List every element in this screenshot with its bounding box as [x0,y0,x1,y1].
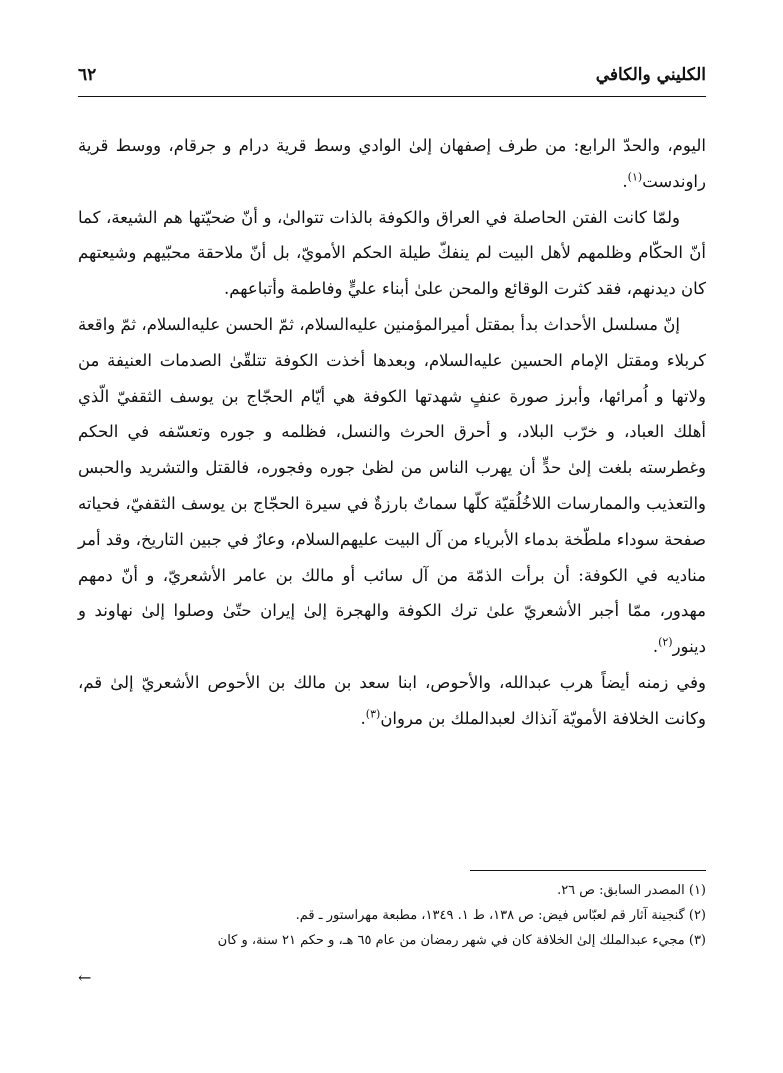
footnote-2: (٢) گنجينة آثار قم لعبّاس فيض: ص ١٣٨، ط ١. ١٣٤٩، مطبعة مهراستور ـ قم. [295,908,706,923]
running-header [78,58,706,92]
continuation-arrow-icon: ← [78,968,92,987]
page-number: ٦٢ [78,65,97,85]
header-divider [78,96,706,97]
footnote-divider [470,870,706,871]
paragraph-3: إنّ مسلسل الأحداث بدأ بمقتل أميرالمؤمنين عليه‌السلام، ثمّ الحسن عليه‌السلام، ثمّ واقعة كربلاء ومقتل الإمام الحسين عليه‌السلام، وبعدها أخذت الكوفة تتلقّىٰ الصدمات العنيفة من ولاتها و اُمرائها، وأبرز صورة عنفٍ شهدتها الكوفة هي أيّام الحجّاج بن يوسف الثقفيّ الّذي أهلك العباد، و خرّب البلاد، و أحرق الحرث والنسل، فظلمه و جوره وتعسّفه في الحكم وغطرسته بلغت إلىٰ حدٍّ أن يهرب الناس من لظىٰ جوره وفجوره، فالقتل والتشريد والحبس والتعذيب والممارسات اللاخُلُقيّة كلّها سماتٌ بارزةٌ في سيرة الحجّاج بن يوسف الثقفيّ، فحياته صفحة سوداء ملطّخة بدماء الأبرياء من آل البيت عليهم‌السلام، وعارٌ في جبين التاريخ، وقد أمر مناديه في الكوفة: أن برأت الذمّة من آل سائب أو مالك بن عامر الأشعريّ، و أنّ دمهم مهدور، ممّا أجبر الأشعريّ علىٰ ترك الكوفة والهجرة إلىٰ إيران حتّىٰ وصلوا إلىٰ نهاوند و دينور$^{(٢)}$. [78,314,706,657]
body-text [78,128,706,737]
footnote-ref-1[interactable]: (١) [627,170,643,184]
footnote-ref-3[interactable]: (٣) [365,707,381,721]
paragraph-4: وفي زمنه أيضاً هرب عبدالله، والأحوص، ابنا سعد بن مالك بن الأحوص الأشعريّ إلىٰ قم، وكانت الخلافة الأمويّة آنذاك لعبدالملك بن مروان$^{(٣)}$. [78,672,706,728]
header-title: الكليني والكافي [595,65,706,85]
footnote-3: (٣) مجيء عبدالملك إلىٰ الخلافة كان في شهر رمضان من عام ٦٥ هـ، و حكم ٢١ سنة، و كان [217,933,706,948]
paragraph-1: اليوم، والحدّ الرابع: من طرف إصفهان إلىٰ الوادي وسط قرية درام و جرقام، ووسط قرية راوندست$^{(١)}$. [78,136,706,191]
paragraph-2: ولمّا كانت الفتن الحاصلة في العراق والكوفة بالذات تتوالىٰ، و أنّ ضحيّتها هم الشيعة، كما أنّ الحكّام وظلمهم لأهل البيت لم ينفكّ طيلة الحكم الأمويّ، بل أنّ ملاحقة محبّيهم وشيعتهم كان ديدنهم، فقد كثرت الوقائع والمحن علىٰ أبناء عليٍّ وفاطمة وأتباعهم. [78,207,706,299]
footnotes [78,878,706,953]
footnote-ref-2[interactable]: (٢) [658,635,673,649]
footnote-1: (١) المصدر السابق: ص ٢٦. [557,883,706,898]
